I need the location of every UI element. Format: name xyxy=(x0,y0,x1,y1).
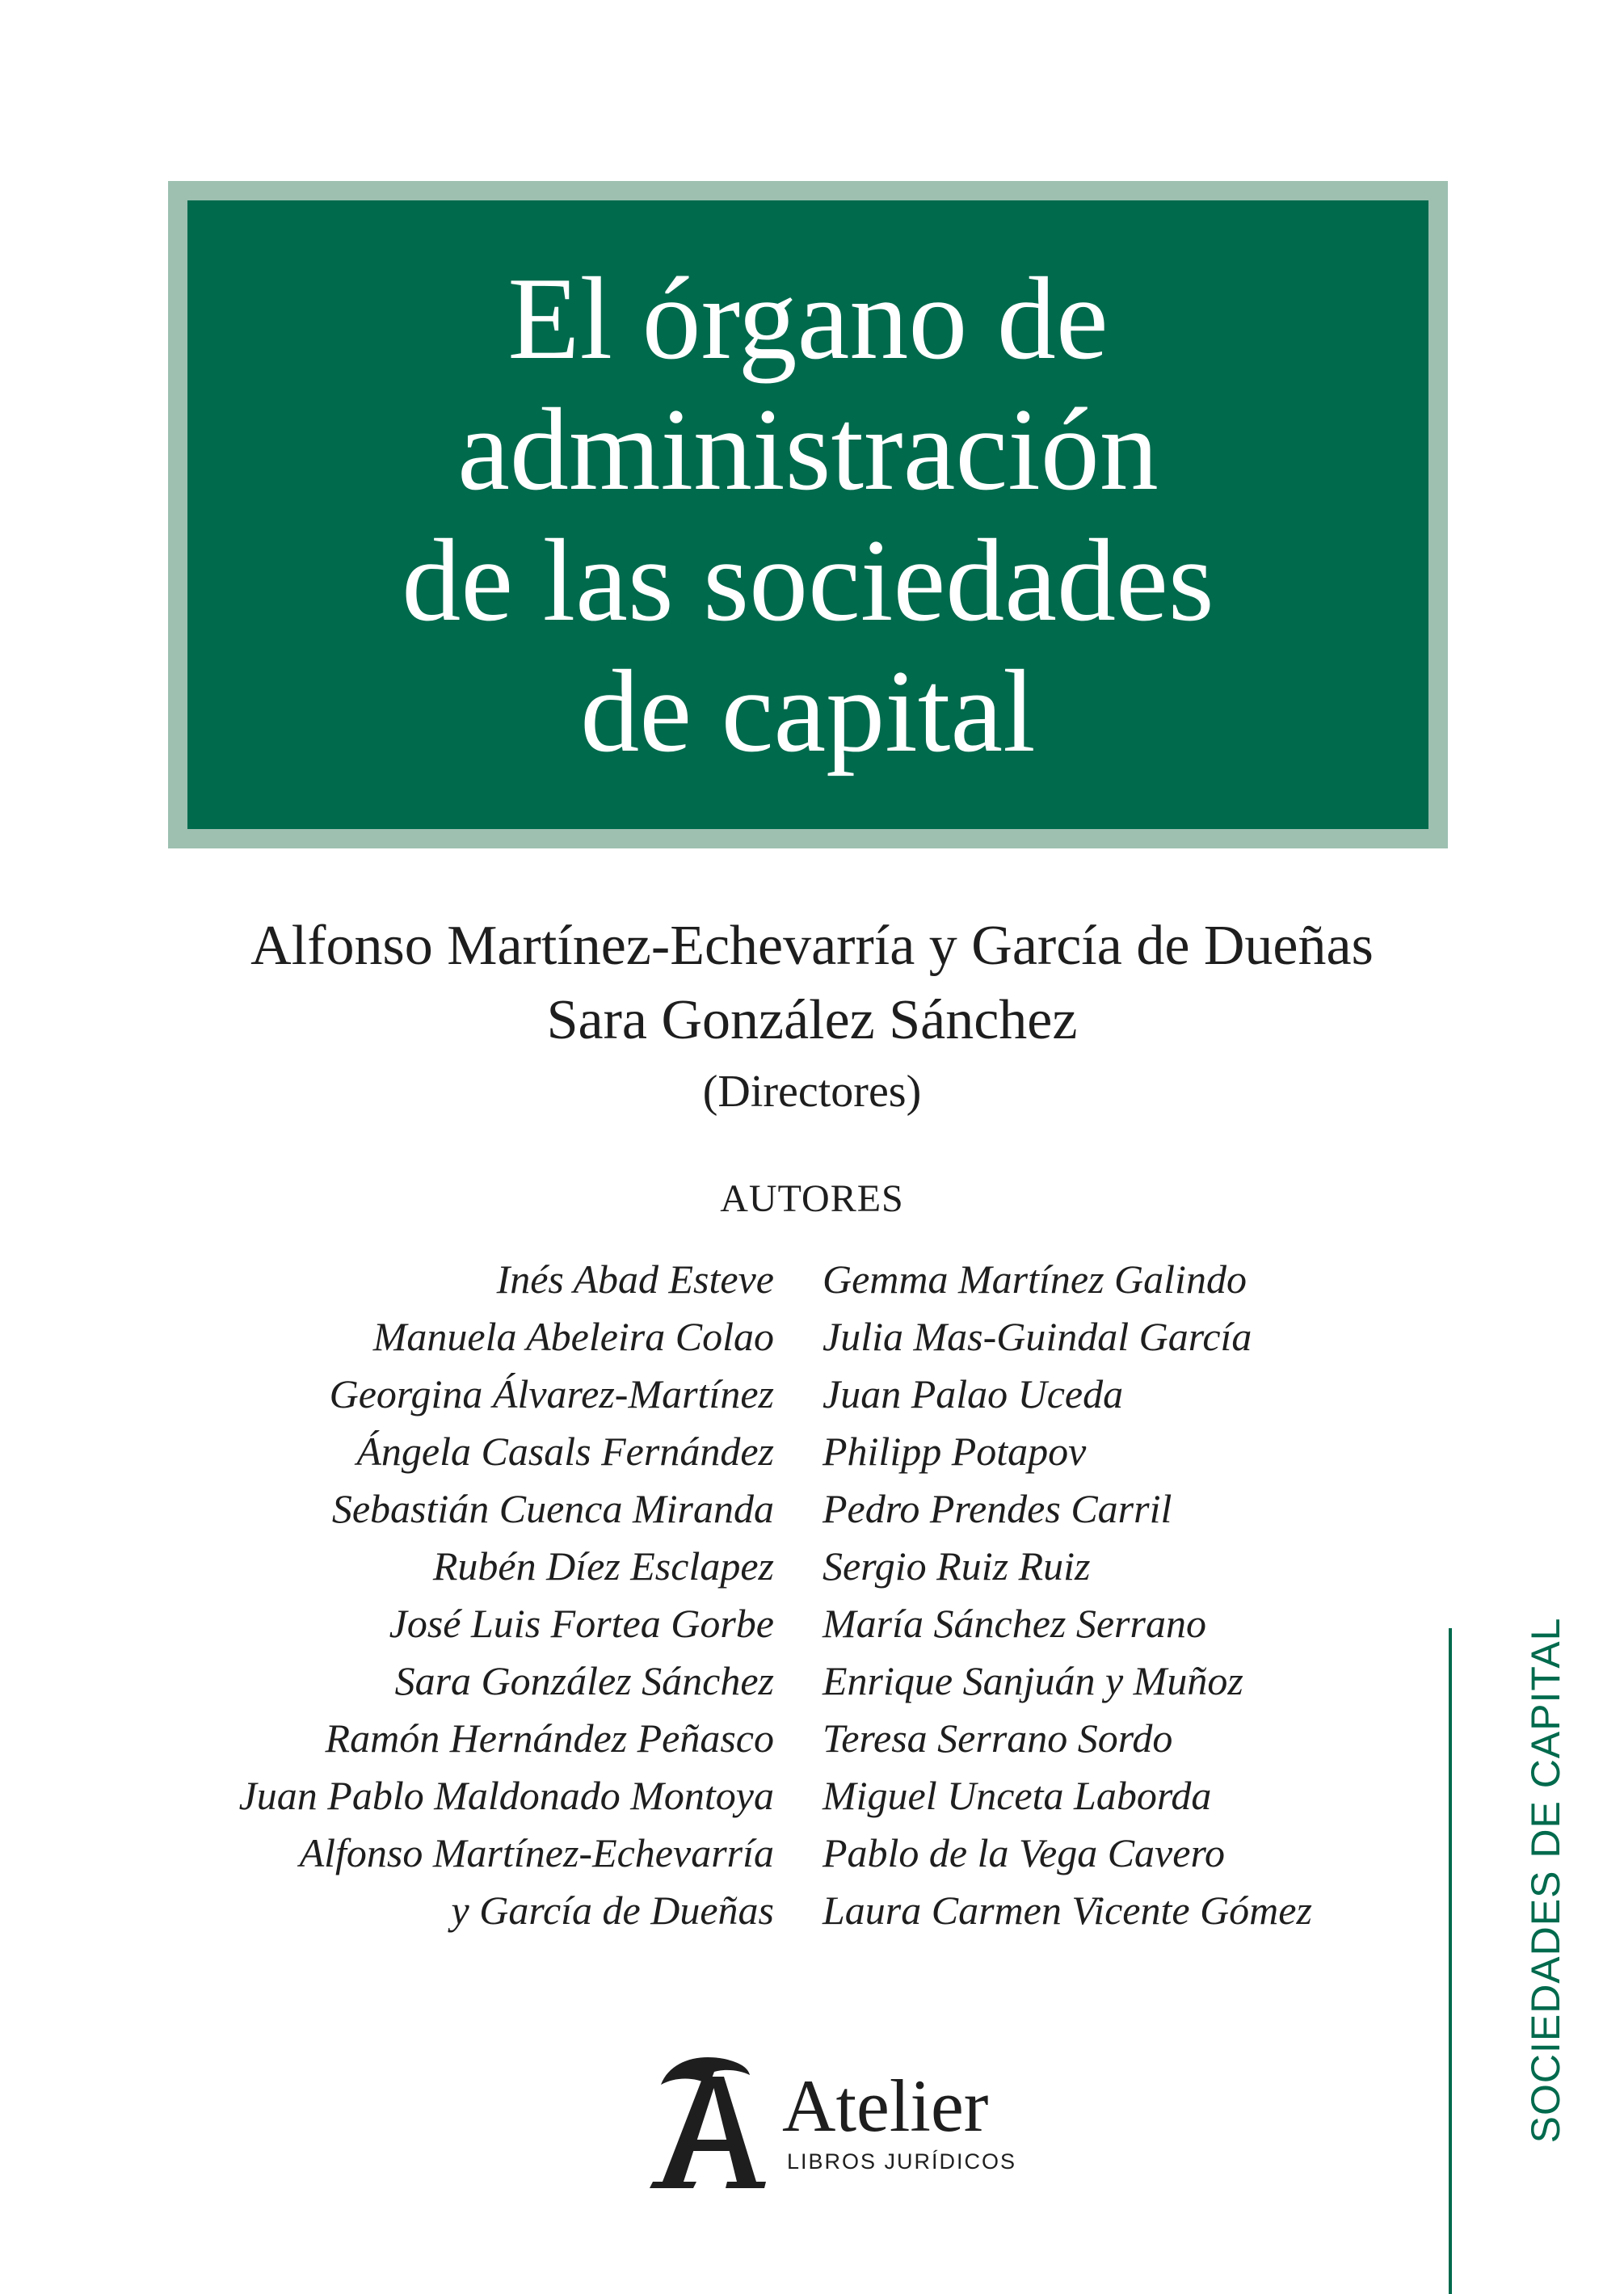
author-name: Gemma Martínez Galindo xyxy=(823,1256,1247,1302)
author-name: Rubén Díez Esclapez xyxy=(432,1543,774,1589)
authors-column-left xyxy=(239,1251,774,1939)
book-title xyxy=(187,200,1428,829)
author-name: Juan Palao Uceda xyxy=(823,1371,1124,1416)
author-name: Teresa Serrano Sordo xyxy=(823,1715,1173,1761)
author-name: Georgina Álvarez-Martínez xyxy=(329,1371,774,1416)
author-name: Ramón Hernández Peñasco xyxy=(325,1715,774,1761)
director-name: Alfonso Martínez-Echevarría y García de Dueñas xyxy=(250,915,1374,977)
author-name: Sergio Ruiz Ruiz xyxy=(823,1543,1091,1589)
author-name: Julia Mas-Guindal García xyxy=(823,1314,1252,1359)
publisher-tagline: LIBROS JURÍDICOS xyxy=(787,2149,1017,2174)
series-label: SOCIEDADES DE CAPITAL xyxy=(1523,1617,1568,2144)
author-name: y García de Dueñas xyxy=(451,1888,774,1933)
author-name: Miguel Unceta Laborda xyxy=(823,1773,1212,1818)
publisher-logo xyxy=(646,2052,1017,2198)
publisher-name: Atelier xyxy=(782,2065,989,2147)
directors-block xyxy=(0,909,1624,1126)
directors-role: (Directores) xyxy=(702,1067,922,1117)
author-name: María Sánchez Serrano xyxy=(823,1601,1206,1646)
author-name: Enrique Sanjuán y Muñoz xyxy=(823,1658,1243,1703)
author-name: Manuela Abeleira Colao xyxy=(372,1314,774,1359)
author-name: Philipp Potapov xyxy=(823,1429,1087,1474)
authors-heading: AUTORES xyxy=(720,1177,904,1220)
title-line: de capital xyxy=(580,646,1036,777)
author-name: Laura Carmen Vicente Gómez xyxy=(823,1888,1312,1933)
series-divider-line xyxy=(1449,1628,1452,2294)
author-name: José Luis Fortea Gorbe xyxy=(389,1601,774,1646)
author-name: Sebastián Cuenca Miranda xyxy=(331,1486,774,1531)
title-line: El órgano de xyxy=(507,253,1109,384)
author-name: Juan Pablo Maldonado Montoya xyxy=(238,1773,774,1818)
director-name: Sara González Sánchez xyxy=(546,989,1078,1051)
title-line: administración xyxy=(457,384,1159,515)
author-name: Inés Abad Esteve xyxy=(496,1256,774,1302)
author-name: Ángela Casals Fernández xyxy=(356,1429,774,1474)
author-name: Sara González Sánchez xyxy=(394,1658,774,1703)
title-frame xyxy=(168,181,1448,848)
title-line: de las sociedades xyxy=(402,515,1214,646)
stylized-letter-a-icon xyxy=(646,2052,768,2190)
author-name: Pablo de la Vega Cavero xyxy=(823,1830,1226,1875)
author-name: Pedro Prendes Carril xyxy=(823,1486,1172,1531)
author-name: Alfonso Martínez-Echevarría xyxy=(299,1830,774,1875)
authors-column-right xyxy=(823,1251,1312,1939)
